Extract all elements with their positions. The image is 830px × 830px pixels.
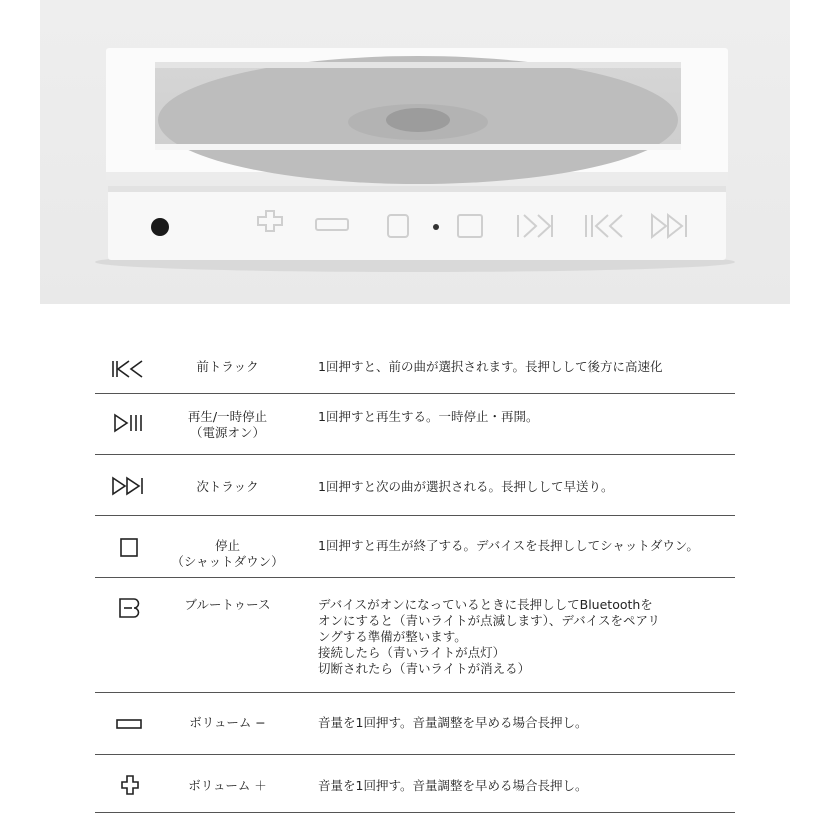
row-stop [95, 516, 735, 578]
controls-table [95, 339, 735, 813]
row-prev-track [95, 339, 735, 394]
row-desc: 音量を1回押す。音量調整を早める場合長押し。 [318, 715, 588, 730]
row-name: 次トラック [196, 479, 259, 494]
row-name: 前トラック [196, 359, 259, 374]
play-pause-icon [109, 411, 149, 435]
row-name: ボリューム − [189, 715, 266, 730]
row-volume-up [95, 755, 735, 813]
row-desc: 音量を1回押す。音量調整を早める場合長押し。 [318, 778, 588, 793]
row-name: ボリューム ＋ [188, 778, 267, 793]
row-desc: 1回押すと、前の曲が選択されます。長押しして後方に高速化 [318, 359, 663, 374]
row-next-track [95, 455, 735, 516]
row-desc: 1回押すと再生が終了する。デバイスを長押ししてシャットダウン。 [318, 538, 699, 553]
row-desc: デバイスがオンになっているときに長押ししてBluetoothを オンにすると（青いライトが点滅します）、デバイスをペアリ ングする準備が整います。 接続したら（青いライトが点灯） 切断されたら（青いライトが消える） [318, 597, 661, 676]
row-name: 停止 （シャットダウン） [171, 538, 284, 569]
product-photo [40, 0, 790, 304]
row-volume-down [95, 693, 735, 755]
stop-icon [109, 536, 149, 560]
volume-up-icon [109, 773, 149, 797]
volume-down-icon [109, 712, 149, 736]
row-desc: 1回押すと次の曲が選択される。長押しして早送り。 [318, 479, 614, 494]
row-desc: 1回押すと再生する。一時停止・再開。 [318, 409, 539, 424]
prev-track-icon [109, 357, 149, 381]
bluetooth-icon [109, 596, 149, 620]
row-name: ブルートゥース [184, 597, 271, 612]
next-track-icon [109, 474, 149, 498]
row-bluetooth [95, 578, 735, 693]
row-name: 再生/一時停止 （電源オン） [187, 409, 268, 440]
row-play-pause [95, 394, 735, 455]
